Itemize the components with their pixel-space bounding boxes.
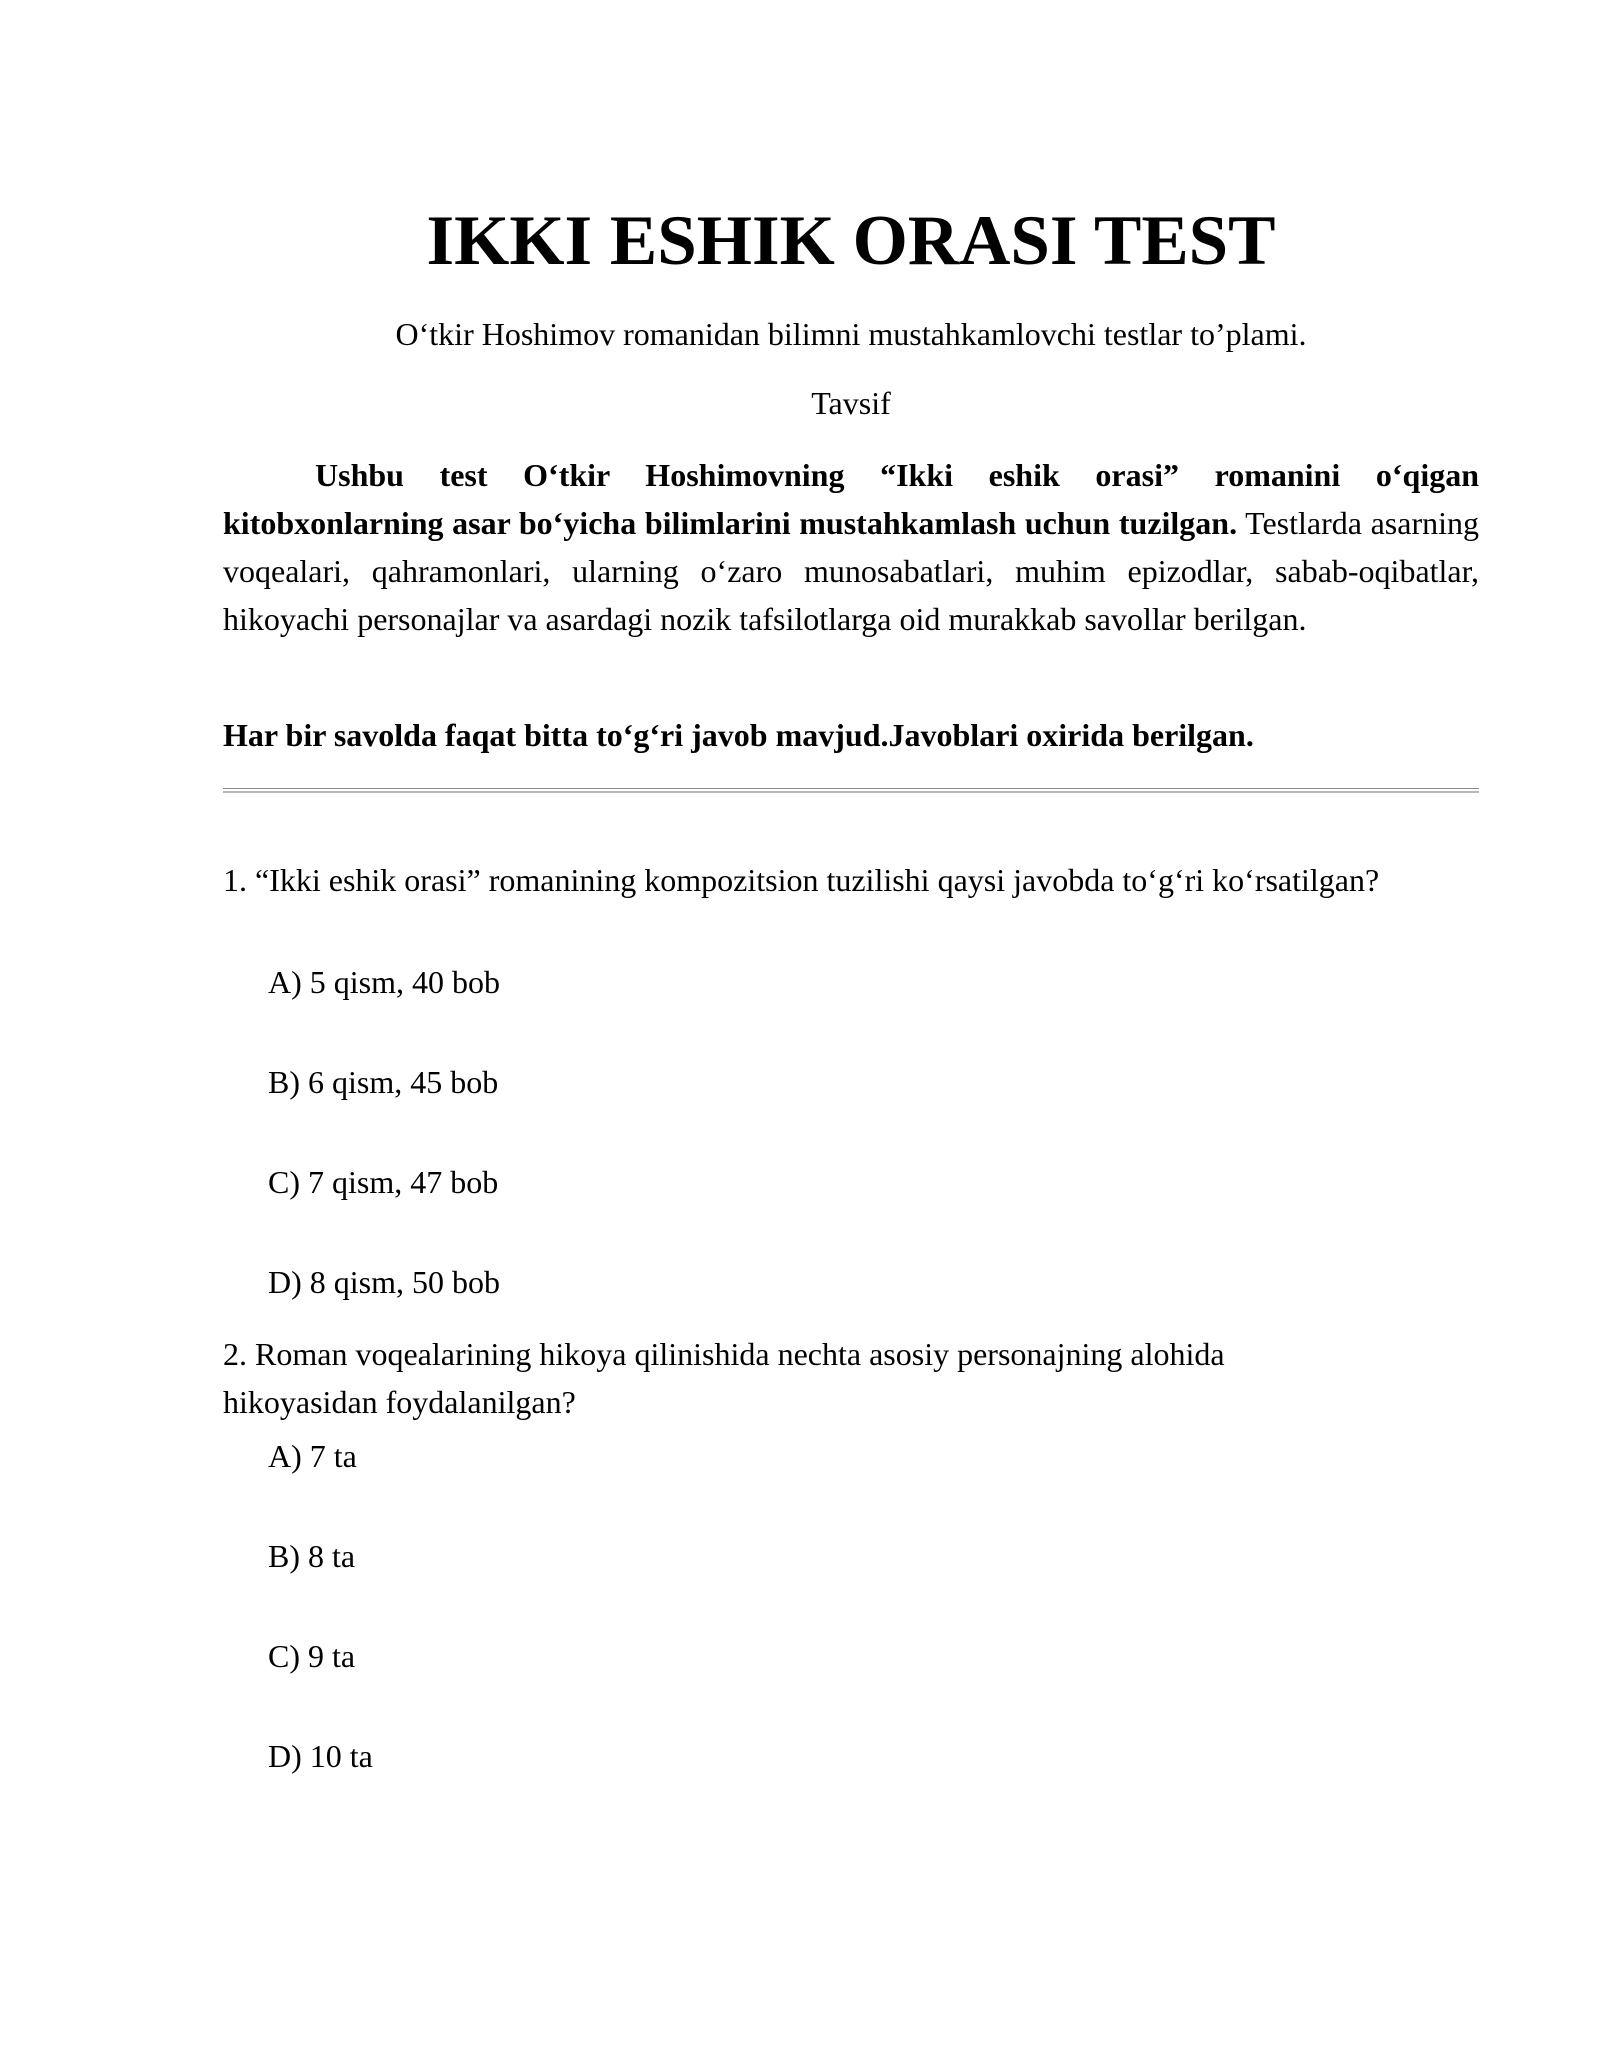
question-1-option-d: D) 8 qism, 50 bob [268,1264,500,1300]
question-2-option-a: A) 7 ta [268,1438,357,1474]
answer-notice: Har bir savolda faqat bitta to‘g‘ri javob mavjud.Javoblari oxirida berilgan. [223,717,1254,753]
question-2-text: 2. Roman voqealarining hikoya qilinishida nechta asosiy personajning alohida hikoyasidan foydalanilgan? [223,1336,1225,1420]
question-1-option-a: A) 5 qism, 40 bob [268,964,500,1000]
horizontal-divider [223,788,1479,793]
description-paragraph [223,451,1479,643]
question-1-option-b: B) 6 qism, 45 bob [268,1064,499,1100]
section-label-description: Tavsif [811,385,891,421]
question-2-option-b: B) 8 ta [268,1538,356,1574]
document-subtitle: O‘tkir Hoshimov romanidan bilimni mustahkamlovchi testlar to’plami. [395,316,1307,352]
description-regular-text: Testlarda asarning voqealari, qahramonlari, ularning o‘zaro munosabatlari, muhim epizodlar, sabab-oqibatlar, hikoyachi personajlar va asardagi nozik tafsilotlarga oid murakkab savollar berilgan. [223,505,1480,637]
description-bold-text: Ushbu test O‘tkir Hoshimovning “Ikki eshik orasi” romanini o‘qigan kitobxonlarning asar bo‘yicha bilimlarini mustahkamlash uchun tuzilgan. [223,457,1479,541]
question-1-text: 1. “Ikki eshik orasi” romanining kompozitsion tuzilishi qaysi javobda to‘g‘ri ko‘rsatilgan? [223,862,1380,898]
document-title: IKKI ESHIK ORASI TEST [426,202,1276,280]
question-2-option-d: D) 10 ta [268,1738,373,1774]
question-2-option-c: C) 9 ta [268,1638,356,1674]
question-1-option-c: C) 7 qism, 47 bob [268,1164,499,1200]
